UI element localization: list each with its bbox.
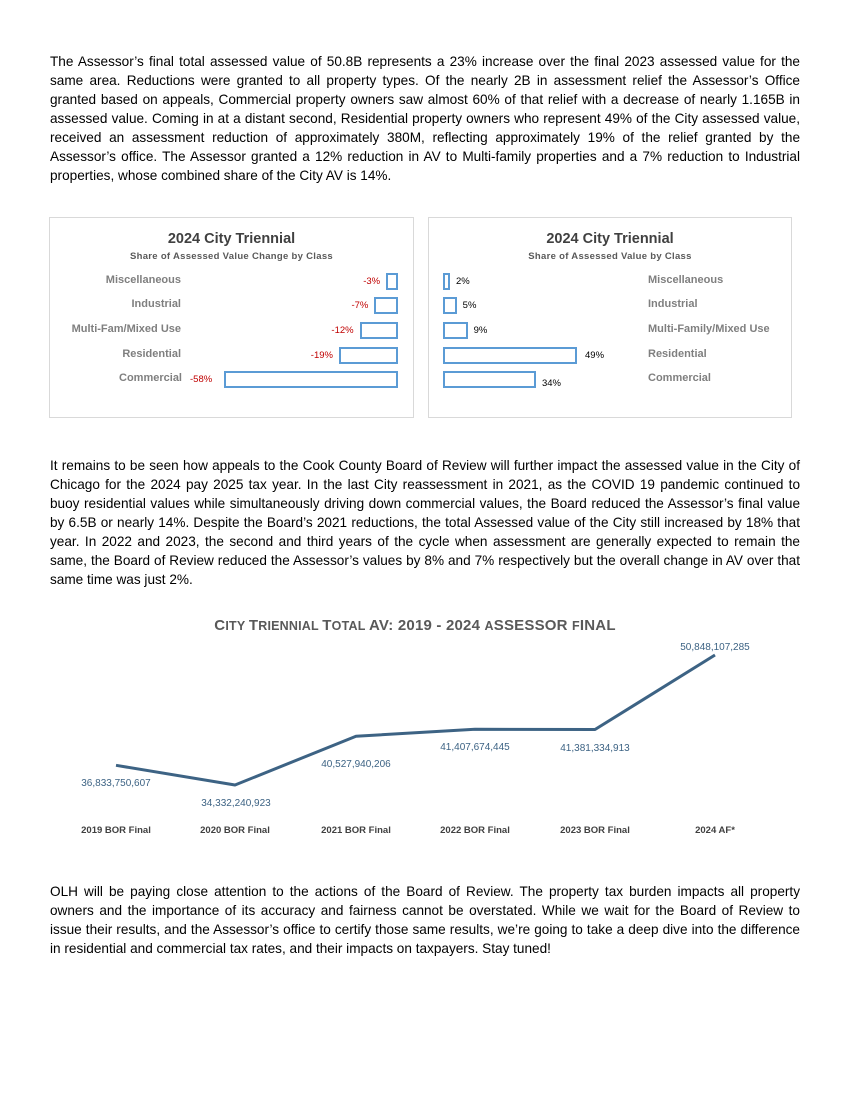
x-tick-label: 2024 AF* bbox=[695, 825, 735, 836]
category-label: Industrial bbox=[648, 298, 698, 310]
av-change-chart-title: 2024 City Triennial bbox=[167, 231, 296, 247]
bar-negative bbox=[386, 273, 398, 290]
data-label: -3% bbox=[363, 276, 381, 287]
data-label: 5% bbox=[462, 300, 477, 311]
total-av-line-chart bbox=[50, 610, 800, 840]
av-share-chart-title: 2024 City Triennial bbox=[546, 231, 674, 247]
av-change-chart-subtitle: Share of Assessed Value Change by Class bbox=[129, 251, 333, 262]
category-label: Residential bbox=[122, 348, 181, 360]
bar-negative bbox=[360, 322, 398, 339]
x-tick-label: 2020 BOR Final bbox=[200, 825, 270, 836]
bar-negative bbox=[374, 297, 398, 314]
title-fragment: OTAL bbox=[331, 619, 370, 633]
data-label: 49% bbox=[585, 350, 605, 361]
title-fragment: A bbox=[484, 619, 494, 633]
bar-negative bbox=[224, 371, 398, 388]
category-label: Miscellaneous bbox=[648, 274, 724, 286]
total-av-series-line bbox=[116, 655, 715, 785]
data-label: 36,833,750,607 bbox=[81, 778, 151, 789]
x-tick-label: 2021 BOR Final bbox=[321, 825, 391, 836]
bar-positive bbox=[443, 273, 450, 290]
x-tick-label: 2023 BOR Final bbox=[560, 825, 630, 836]
data-label: 40,527,940,206 bbox=[321, 759, 391, 770]
category-label: Multi-Fam/Mixed Use bbox=[71, 323, 181, 335]
title-fragment: AV: 2019 - 2024 bbox=[369, 617, 485, 634]
x-tick-label: 2019 BOR Final bbox=[81, 825, 151, 836]
title-fragment: ITY bbox=[225, 619, 249, 633]
title-fragment: SSESSOR bbox=[493, 617, 573, 634]
category-label: Industrial bbox=[131, 298, 181, 310]
data-label: 9% bbox=[473, 325, 488, 336]
av-share-chart bbox=[428, 217, 792, 418]
category-label: Commercial bbox=[119, 372, 182, 384]
data-label: 34% bbox=[541, 378, 561, 389]
title-fragment: T bbox=[322, 617, 332, 634]
bar-positive bbox=[443, 371, 536, 388]
x-tick-label: 2022 BOR Final bbox=[440, 825, 510, 836]
av-share-chart-subtitle: Share of Assessed Value by Class bbox=[528, 251, 692, 262]
title-fragment: RIENNIAL bbox=[258, 619, 323, 633]
category-label: Residential bbox=[648, 348, 707, 360]
category-label: Commercial bbox=[648, 372, 711, 384]
data-label: 41,381,334,913 bbox=[560, 743, 630, 754]
data-label: -58% bbox=[190, 374, 213, 385]
av-change-chart bbox=[49, 217, 414, 418]
data-label: 50,848,107,285 bbox=[680, 642, 750, 653]
category-label: Miscellaneous bbox=[105, 274, 181, 286]
category-label: Multi-Family/Mixed Use bbox=[648, 323, 770, 335]
bar-positive bbox=[443, 322, 468, 339]
data-label: 34,332,240,923 bbox=[201, 798, 271, 809]
closing-paragraph: OLH will be paying close attention to the actions of the Board of Review. The property tax burden impacts all property owners and the importance of its accuracy and fairness cannot be overstated. While we wait for the Board of Review to issue their results, and the Assessor’s office to certify those same results, we’re going to take a deep dive into the difference in residential and commercial tax rates, and their impacts on taxpayers. Stay tuned! bbox=[50, 884, 800, 956]
data-label: 2% bbox=[456, 276, 470, 287]
title-fragment: INAL bbox=[579, 617, 616, 634]
data-label: -12% bbox=[331, 325, 354, 336]
board-review-paragraph: It remains to be seen how appeals to the Cook County Board of Review will further impact the assessed value in the City of Chicago for the 2024 pay 2025 tax year. In the last City reassessment in 2021, as the COVID 19 pandemic continued to buoy residential values while simultaneously driving down commercial values, the Board reduced the Assessor’s final value by 6.5B or nearly 14%. Despite the Board’s 2021 reductions, the total Assessed value of the City still increased by 18% that year. In 2022 and 2023, the second and third years of the cycle when assessment are generally expected to remain the same, the Board of Review reduced the Assessor’s values by 8% and 7% respectively but the overall change in AV over that same time was just 2%. bbox=[50, 458, 800, 587]
intro-paragraph: The Assessor’s final total assessed value of 50.8B represents a 23% increase over the final 2023 assessed value for the same area. Reductions were granted to all property types. Of the nearly 2B in assessment relief the Assessor’s Office granted based on appeals, Commercial property owners saw almost 60% of that relief with a decrease of nearly 1.165B in assessed value. Coming in at a distant second, Residential property owners who represent 49% of the City assessed value, received an assessment reduction of approximately 380M, reflecting approximately 19% of the relief granted by the Assessor’s office. The Assessor granted a 12% reduction in AV to Multi-family properties and a 7% reduction to Industrial properties, whose combined share of the City AV is 14%. bbox=[50, 54, 800, 183]
data-label: -7% bbox=[351, 300, 369, 311]
bar-positive bbox=[443, 297, 457, 314]
data-label: -19% bbox=[310, 350, 333, 361]
data-label: 41,407,674,445 bbox=[440, 742, 510, 753]
bar-positive bbox=[443, 347, 577, 364]
bar-negative bbox=[339, 347, 398, 364]
title-fragment: T bbox=[248, 617, 259, 634]
title-fragment: C bbox=[214, 617, 226, 634]
title-fragment: F bbox=[572, 619, 580, 633]
